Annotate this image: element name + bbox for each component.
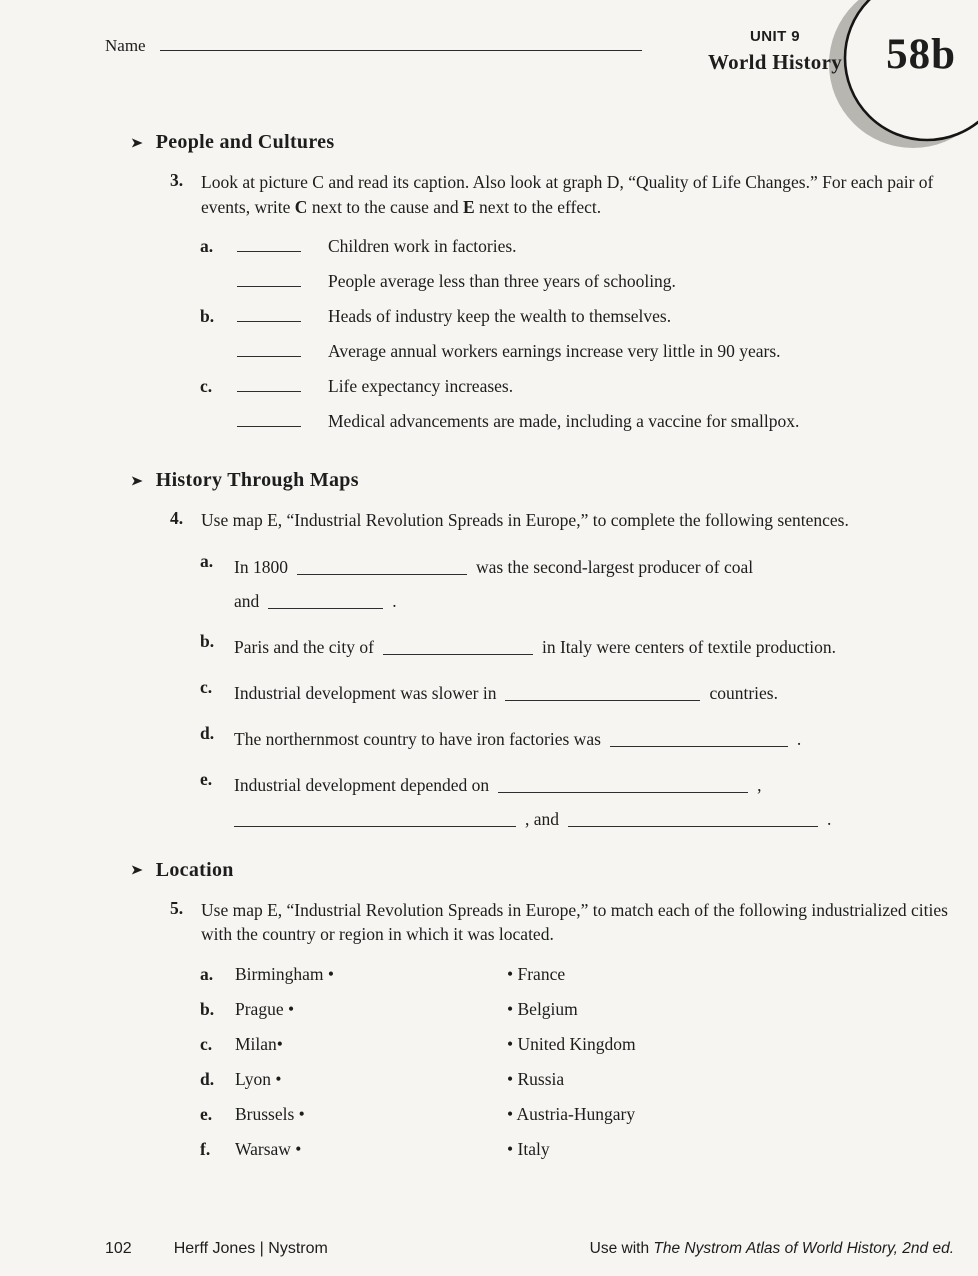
answer-blank[interactable] [237, 272, 301, 287]
item-letter: e. [200, 1103, 213, 1124]
section-history-through-maps [130, 469, 960, 836]
matching-list [200, 964, 960, 1174]
item-text: People average less than three years of schooling. [328, 271, 676, 291]
answer-blank[interactable] [237, 377, 301, 392]
item-letter: c. [200, 676, 213, 697]
item-letter: b. [200, 306, 215, 326]
list-item [200, 376, 960, 411]
sentence-text: Industrial development was slower in [234, 682, 497, 703]
use-with-text: Use with [589, 1240, 654, 1257]
footer-citation [590, 1240, 954, 1258]
footer-left [105, 1240, 328, 1258]
section-heading [130, 469, 960, 492]
edition-text: , 2nd ed. [893, 1240, 954, 1257]
sentence-text: countries. [709, 682, 778, 703]
name-label: Name [105, 36, 146, 55]
publisher: Herff Jones | Nystrom [173, 1240, 328, 1257]
list-item [200, 630, 960, 664]
item-letter: b. [200, 998, 215, 1019]
sentence-text: In 1800 [234, 556, 288, 577]
match-city[interactable]: Milan• [235, 1033, 283, 1054]
answer-blank[interactable] [505, 686, 700, 701]
question-prompt [201, 170, 958, 219]
sentence-text: and [234, 590, 260, 611]
answer-blank[interactable] [297, 560, 467, 575]
answer-blank[interactable] [237, 307, 301, 322]
item-text [234, 768, 831, 836]
question-number: 4. [170, 508, 184, 528]
match-row [200, 1139, 960, 1174]
match-city[interactable]: Lyon • [235, 1068, 282, 1089]
worksheet-body [130, 131, 960, 1197]
match-city[interactable]: Brussels • [235, 1103, 305, 1124]
prompt-text: Look at picture C and read its caption. Also look at graph D, “Quality of Life Changes.” For each pair of events, write [201, 172, 934, 217]
fill-in-list [200, 550, 960, 836]
atlas-title: The Nystrom Atlas of World History [653, 1240, 894, 1257]
list-item [200, 411, 960, 446]
sentence-text: . [827, 808, 832, 829]
unit-label: UNIT 9 [750, 28, 800, 45]
item-letter: a. [200, 963, 214, 984]
match-country[interactable]: • Belgium [507, 998, 578, 1019]
section-heading-label: People and Cultures [155, 131, 335, 153]
list-item [200, 306, 960, 341]
list-item [200, 722, 960, 756]
page-number: 102 [105, 1240, 132, 1257]
sentence-text: Industrial development depended on [234, 774, 490, 795]
match-city[interactable]: Warsaw • [235, 1138, 302, 1159]
item-letter: b. [200, 630, 215, 651]
list-item [200, 676, 960, 710]
answer-blank[interactable] [237, 342, 301, 357]
item-letter: d. [200, 1068, 215, 1089]
prompt-text: next to the effect. [474, 196, 602, 217]
item-text [234, 630, 836, 664]
section-heading [130, 859, 960, 882]
question-3 [170, 170, 960, 219]
question-prompt: Use map E, “Industrial Revolution Spreads in Europe,” to match each of the following industrialized cities with the country or region in which it was located. [201, 899, 948, 944]
page-code: 58b [886, 31, 956, 78]
section-location [130, 859, 960, 1174]
item-letter: d. [200, 722, 215, 743]
item-text [234, 550, 753, 618]
question-5 [170, 898, 960, 947]
match-row [200, 1104, 960, 1139]
match-city[interactable]: Birmingham • [235, 963, 334, 984]
item-letter: a. [200, 236, 214, 256]
answer-blank[interactable] [568, 812, 818, 827]
item-letter: c. [200, 376, 213, 396]
item-letter: f. [200, 1138, 211, 1159]
arrow-icon: ➤ [130, 471, 144, 489]
sentence-text: was the second-largest producer of coal [475, 556, 754, 577]
match-row [200, 1034, 960, 1069]
name-row [105, 36, 642, 56]
arrow-icon: ➤ [130, 133, 144, 151]
list-item [200, 236, 960, 271]
match-city[interactable]: Prague • [235, 998, 295, 1019]
answer-blank[interactable] [498, 778, 748, 793]
arrow-icon: ➤ [130, 861, 144, 879]
answer-blank[interactable] [610, 732, 788, 747]
question-prompt: Use map E, “Industrial Revolution Spreads in Europe,” to complete the following sentences. [201, 510, 849, 530]
item-letter: e. [200, 768, 213, 789]
section-heading-label: History Through Maps [155, 469, 359, 491]
item-text: Heads of industry keep the wealth to themselves. [328, 306, 672, 326]
sentence-text: The northernmost country to have iron factories was [234, 728, 601, 749]
list-item [200, 341, 960, 376]
match-row [200, 964, 960, 999]
answer-blank[interactable] [234, 812, 516, 827]
sentence-text: , and [525, 808, 560, 829]
item-text [234, 676, 778, 710]
sentence-text: . [392, 590, 397, 611]
sentence-text: , [757, 774, 762, 795]
cause-letter: C [294, 196, 308, 217]
match-country[interactable]: • France [507, 963, 566, 984]
answer-blank[interactable] [383, 640, 533, 655]
list-item [200, 550, 960, 618]
question-number: 5. [170, 897, 184, 918]
cause-effect-list [200, 236, 960, 446]
item-text: Medical advancements are made, including a vaccine for smallpox. [328, 411, 800, 431]
question-number: 3. [170, 170, 184, 190]
sentence-text: in Italy were centers of textile production. [541, 636, 836, 657]
match-country[interactable]: • Italy [507, 1138, 550, 1159]
match-country[interactable]: • United Kingdom [507, 1033, 636, 1054]
sentence-text: Paris and the city of [234, 636, 374, 657]
list-item [200, 271, 960, 306]
subject-label: World History [708, 50, 842, 74]
effect-letter: E [462, 196, 475, 217]
question-4 [170, 508, 960, 533]
section-people-and-cultures [130, 131, 960, 446]
answer-blank[interactable] [237, 412, 301, 427]
list-item [200, 768, 960, 836]
section-heading [130, 131, 960, 154]
match-country[interactable]: • Austria-Hungary [507, 1103, 636, 1124]
unit-block [708, 28, 842, 75]
match-row [200, 999, 960, 1034]
item-letter: a. [200, 550, 214, 571]
item-text: Children work in factories. [328, 236, 517, 256]
match-row [200, 1069, 960, 1104]
match-country[interactable]: • Russia [507, 1068, 565, 1089]
prompt-text: next to the cause and [307, 196, 463, 217]
section-heading-label: Location [155, 858, 234, 881]
page-footer [105, 1240, 954, 1258]
answer-blank[interactable] [268, 594, 383, 609]
item-text: Life expectancy increases. [328, 376, 514, 396]
item-letter: c. [200, 1033, 213, 1054]
name-blank[interactable] [160, 37, 642, 51]
item-text [234, 722, 801, 756]
item-text: Average annual workers earnings increase very little in 90 years. [328, 341, 781, 361]
answer-blank[interactable] [237, 237, 301, 252]
sentence-text: . [796, 728, 802, 749]
